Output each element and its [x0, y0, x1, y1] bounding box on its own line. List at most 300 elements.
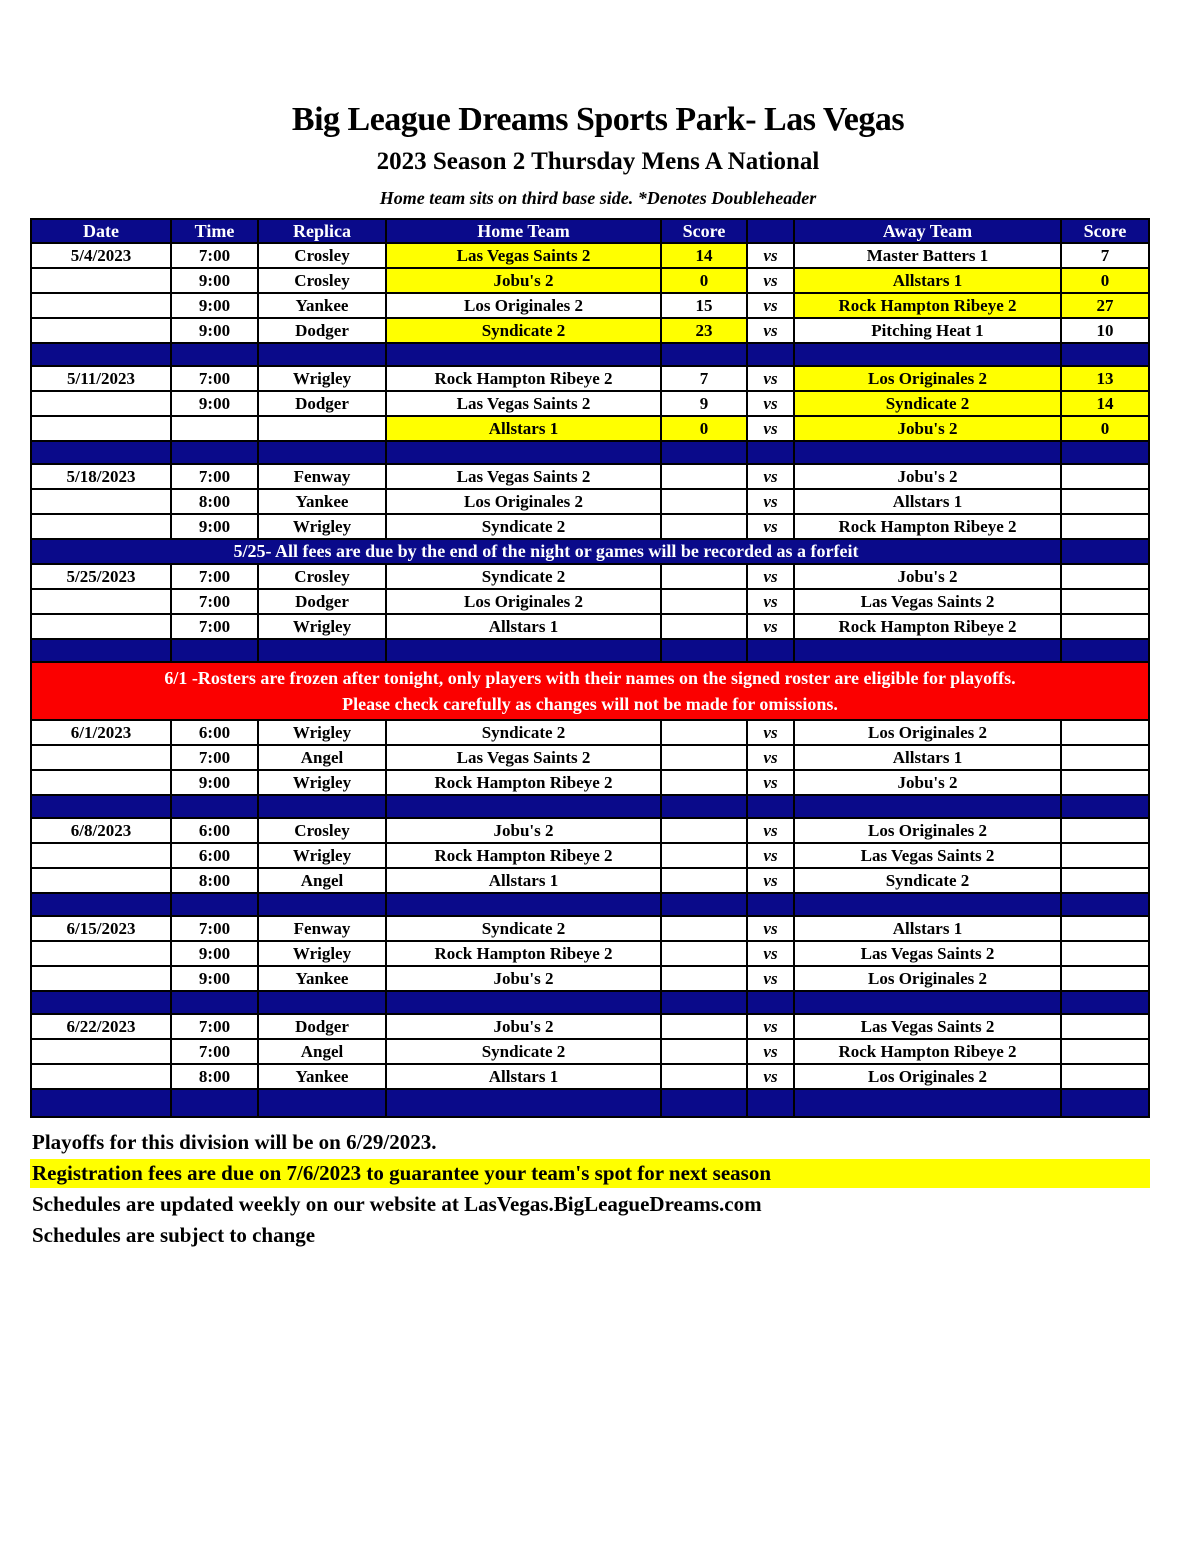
home-score-cell: [661, 1064, 747, 1089]
separator-cell: [661, 441, 747, 464]
separator-cell: [794, 639, 1061, 662]
separator-cell: [1061, 539, 1149, 564]
game-row: [31, 564, 1149, 589]
time-cell: 7:00: [171, 1014, 258, 1039]
home-team-cell: Los Originales 2: [386, 589, 661, 614]
home-team-cell: Rock Hampton Ribeye 2: [386, 843, 661, 868]
home-team-cell: Syndicate 2: [386, 514, 661, 539]
schedule-table: [30, 218, 1150, 1118]
replica-cell: Wrigley: [258, 614, 386, 639]
separator-cell: [386, 893, 661, 916]
game-row: [31, 818, 1149, 843]
vs-cell: vs: [747, 366, 794, 391]
separator-cell: [386, 639, 661, 662]
schedule-table-header: [31, 219, 1149, 243]
home-score-cell: [661, 489, 747, 514]
separator-cell: [1061, 1089, 1149, 1117]
away-score-cell: [1061, 589, 1149, 614]
date-cell: [31, 745, 171, 770]
home-score-cell: [661, 589, 747, 614]
away-score-cell: 0: [1061, 416, 1149, 441]
time-cell: 6:00: [171, 720, 258, 745]
roster-notice-line: Please check carefully as changes will not be made for omissions.: [342, 694, 838, 714]
home-score-cell: [661, 818, 747, 843]
date-cell: [31, 868, 171, 893]
vs-cell: vs: [747, 564, 794, 589]
away-team-cell: Las Vegas Saints 2: [794, 941, 1061, 966]
home-score-cell: [661, 1039, 747, 1064]
away-team-cell: Los Originales 2: [794, 1064, 1061, 1089]
roster-notice-line: 6/1 -Rosters are frozen after tonight, only players with their names on the signed roster are eligible for playoffs.: [164, 668, 1016, 688]
away-team-cell: Allstars 1: [794, 916, 1061, 941]
replica-cell: Dodger: [258, 318, 386, 343]
time-cell: 8:00: [171, 489, 258, 514]
away-score-cell: [1061, 868, 1149, 893]
page-subtitle: 2023 Season 2 Thursday Mens A National: [376, 148, 820, 175]
page-header: [0, 0, 1196, 210]
separator-cell: [661, 639, 747, 662]
column-header-home-score: Score: [661, 219, 747, 243]
replica-cell: Dodger: [258, 391, 386, 416]
replica-cell: Angel: [258, 868, 386, 893]
separator-cell: [258, 795, 386, 818]
game-row: [31, 720, 1149, 745]
home-score-cell: 23: [661, 318, 747, 343]
time-cell: 7:00: [171, 745, 258, 770]
away-score-cell: [1061, 1039, 1149, 1064]
separator-cell: [747, 1089, 794, 1117]
game-row: [31, 843, 1149, 868]
replica-cell: Wrigley: [258, 843, 386, 868]
separator-cell: [171, 343, 258, 366]
vs-cell: vs: [747, 1039, 794, 1064]
vs-cell: vs: [747, 868, 794, 893]
separator-row: [31, 795, 1149, 818]
separator-cell: [661, 1089, 747, 1117]
footer-subject-to-change-note: Schedules are subject to change: [32, 1223, 316, 1247]
date-cell: 6/1/2023: [31, 720, 171, 745]
home-score-cell: [661, 514, 747, 539]
separator-cell: [258, 1089, 386, 1117]
replica-cell: Crosley: [258, 818, 386, 843]
home-team-cell: Syndicate 2: [386, 564, 661, 589]
replica-cell: Crosley: [258, 268, 386, 293]
schedule-table-body: [31, 243, 1149, 1117]
column-header-date: Date: [31, 219, 171, 243]
replica-cell: Yankee: [258, 966, 386, 991]
away-score-cell: [1061, 489, 1149, 514]
footer-website-note: Schedules are updated weekly on our website at LasVegas.BigLeagueDreams.com: [32, 1192, 762, 1216]
vs-cell: vs: [747, 589, 794, 614]
away-team-cell: Las Vegas Saints 2: [794, 1014, 1061, 1039]
vs-cell: vs: [747, 293, 794, 318]
replica-cell: Wrigley: [258, 941, 386, 966]
home-score-cell: [661, 745, 747, 770]
time-cell: 6:00: [171, 818, 258, 843]
time-cell: 8:00: [171, 868, 258, 893]
away-team-cell: Allstars 1: [794, 268, 1061, 293]
separator-cell: [171, 991, 258, 1014]
vs-cell: vs: [747, 966, 794, 991]
home-score-cell: [661, 614, 747, 639]
away-team-cell: Los Originales 2: [794, 720, 1061, 745]
time-cell: 7:00: [171, 614, 258, 639]
vs-cell: vs: [747, 770, 794, 795]
date-cell: [31, 770, 171, 795]
date-cell: [31, 318, 171, 343]
separator-cell: [171, 1089, 258, 1117]
away-score-cell: 27: [1061, 293, 1149, 318]
separator-cell: [1061, 795, 1149, 818]
home-score-cell: [661, 464, 747, 489]
home-team-cell: Syndicate 2: [386, 1039, 661, 1064]
separator-cell: [31, 1089, 171, 1117]
vs-cell: vs: [747, 1064, 794, 1089]
away-score-cell: 13: [1061, 366, 1149, 391]
away-team-cell: Jobu's 2: [794, 464, 1061, 489]
replica-cell: Dodger: [258, 589, 386, 614]
away-score-cell: [1061, 916, 1149, 941]
home-team-cell: Las Vegas Saints 2: [386, 391, 661, 416]
separator-cell: [747, 343, 794, 366]
column-header-replica: Replica: [258, 219, 386, 243]
separator-cell: [747, 639, 794, 662]
home-score-cell: [661, 941, 747, 966]
home-score-cell: [661, 564, 747, 589]
column-header-home-team: Home Team: [386, 219, 661, 243]
home-score-cell: [661, 966, 747, 991]
away-team-cell: Jobu's 2: [794, 416, 1061, 441]
column-header-vs-spacer: [747, 219, 794, 243]
home-score-cell: [661, 720, 747, 745]
game-row: [31, 268, 1149, 293]
date-cell: 5/11/2023: [31, 366, 171, 391]
separator-cell: [794, 991, 1061, 1014]
date-cell: [31, 843, 171, 868]
separator-cell: [661, 343, 747, 366]
column-header-time: Time: [171, 219, 258, 243]
game-row: [31, 416, 1149, 441]
home-score-cell: 0: [661, 268, 747, 293]
game-row: [31, 589, 1149, 614]
separator-cell: [386, 991, 661, 1014]
vs-cell: vs: [747, 391, 794, 416]
away-team-cell: Allstars 1: [794, 745, 1061, 770]
separator-cell: [747, 441, 794, 464]
date-cell: 6/8/2023: [31, 818, 171, 843]
replica-cell: Yankee: [258, 489, 386, 514]
separator-cell: [258, 639, 386, 662]
away-score-cell: [1061, 818, 1149, 843]
home-team-cell: Allstars 1: [386, 416, 661, 441]
away-team-cell: Los Originales 2: [794, 966, 1061, 991]
home-score-cell: [661, 1014, 747, 1039]
vs-cell: vs: [747, 489, 794, 514]
away-team-cell: Los Originales 2: [794, 818, 1061, 843]
home-score-cell: [661, 770, 747, 795]
date-cell: [31, 1064, 171, 1089]
vs-cell: vs: [747, 268, 794, 293]
separator-cell: [386, 795, 661, 818]
game-row: [31, 514, 1149, 539]
separator-cell: [171, 795, 258, 818]
roster-notice-text: [31, 662, 1149, 720]
away-score-cell: 14: [1061, 391, 1149, 416]
time-cell: 9:00: [171, 770, 258, 795]
game-row: [31, 489, 1149, 514]
separator-cell: [386, 1089, 661, 1117]
separator-cell: [794, 1089, 1061, 1117]
away-team-cell: Syndicate 2: [794, 391, 1061, 416]
separator-cell: [258, 991, 386, 1014]
game-row: [31, 318, 1149, 343]
separator-row: [31, 343, 1149, 366]
home-team-cell: Rock Hampton Ribeye 2: [386, 366, 661, 391]
vs-cell: vs: [747, 514, 794, 539]
home-team-cell: Los Originales 2: [386, 293, 661, 318]
separator-cell: [31, 343, 171, 366]
game-row: [31, 1064, 1149, 1089]
home-score-cell: 7: [661, 366, 747, 391]
vs-cell: vs: [747, 916, 794, 941]
time-cell: 7:00: [171, 464, 258, 489]
replica-cell: Wrigley: [258, 366, 386, 391]
time-cell: 9:00: [171, 391, 258, 416]
separator-row: [31, 893, 1149, 916]
away-score-cell: [1061, 720, 1149, 745]
game-row: [31, 916, 1149, 941]
home-team-cell: Syndicate 2: [386, 720, 661, 745]
away-team-cell: Rock Hampton Ribeye 2: [794, 514, 1061, 539]
away-team-cell: Rock Hampton Ribeye 2: [794, 293, 1061, 318]
date-cell: [31, 416, 171, 441]
away-score-cell: [1061, 843, 1149, 868]
home-team-cell: Jobu's 2: [386, 966, 661, 991]
away-team-cell: Rock Hampton Ribeye 2: [794, 614, 1061, 639]
time-cell: 9:00: [171, 941, 258, 966]
separator-cell: [794, 441, 1061, 464]
away-score-cell: [1061, 464, 1149, 489]
time-cell: 6:00: [171, 843, 258, 868]
separator-cell: [1061, 441, 1149, 464]
separator-cell: [1061, 343, 1149, 366]
game-row: [31, 464, 1149, 489]
separator-cell: [258, 343, 386, 366]
home-team-cell: Jobu's 2: [386, 818, 661, 843]
header-row: [31, 219, 1149, 243]
replica-cell: Angel: [258, 745, 386, 770]
vs-cell: vs: [747, 1014, 794, 1039]
replica-cell: Crosley: [258, 564, 386, 589]
column-header-away-score: Score: [1061, 219, 1149, 243]
replica-cell: Angel: [258, 1039, 386, 1064]
separator-cell: [31, 639, 171, 662]
replica-cell: Fenway: [258, 916, 386, 941]
game-row: [31, 614, 1149, 639]
time-cell: 7:00: [171, 589, 258, 614]
separator-cell: [171, 893, 258, 916]
game-row: [31, 966, 1149, 991]
away-team-cell: Allstars 1: [794, 489, 1061, 514]
game-row: [31, 745, 1149, 770]
vs-cell: vs: [747, 614, 794, 639]
time-cell: 9:00: [171, 318, 258, 343]
home-team-cell: Syndicate 2: [386, 916, 661, 941]
replica-cell: [258, 416, 386, 441]
date-cell: 5/4/2023: [31, 243, 171, 268]
home-score-cell: 9: [661, 391, 747, 416]
date-cell: 6/22/2023: [31, 1014, 171, 1039]
vs-cell: vs: [747, 745, 794, 770]
time-cell: [171, 416, 258, 441]
away-score-cell: [1061, 1014, 1149, 1039]
vs-cell: vs: [747, 843, 794, 868]
date-cell: 6/15/2023: [31, 916, 171, 941]
separator-cell: [661, 991, 747, 1014]
roster-notice-row: [31, 662, 1149, 720]
home-team-cell: Allstars 1: [386, 614, 661, 639]
separator-cell: [661, 795, 747, 818]
vs-cell: vs: [747, 941, 794, 966]
home-score-cell: [661, 916, 747, 941]
away-score-cell: [1061, 614, 1149, 639]
footer-playoffs-note: Playoffs for this division will be on 6/29/2023.: [32, 1130, 437, 1154]
separator-cell: [31, 441, 171, 464]
replica-cell: Wrigley: [258, 514, 386, 539]
date-cell: [31, 268, 171, 293]
vs-cell: vs: [747, 416, 794, 441]
separator-cell: [258, 441, 386, 464]
time-cell: 9:00: [171, 514, 258, 539]
game-row: [31, 770, 1149, 795]
page-tagline: Home team sits on third base side. *Denotes Doubleheader: [379, 188, 817, 208]
separator-cell: [1061, 893, 1149, 916]
time-cell: 7:00: [171, 1039, 258, 1064]
away-team-cell: Las Vegas Saints 2: [794, 843, 1061, 868]
replica-cell: Fenway: [258, 464, 386, 489]
replica-cell: Crosley: [258, 243, 386, 268]
separator-cell: [794, 893, 1061, 916]
fees-notice-text: 5/25- All fees are due by the end of the night or games will be recorded as a forfeit: [31, 539, 1061, 564]
home-team-cell: Allstars 1: [386, 1064, 661, 1089]
separator-cell: [747, 795, 794, 818]
home-score-cell: 14: [661, 243, 747, 268]
date-cell: [31, 293, 171, 318]
away-team-cell: Jobu's 2: [794, 770, 1061, 795]
footer-registration-note: Registration fees are due on 7/6/2023 to guarantee your team's spot for next season: [30, 1159, 1150, 1188]
replica-cell: Wrigley: [258, 770, 386, 795]
away-team-cell: Master Batters 1: [794, 243, 1061, 268]
separator-cell: [31, 893, 171, 916]
game-row: [31, 1039, 1149, 1064]
game-row: [31, 243, 1149, 268]
home-score-cell: [661, 868, 747, 893]
time-cell: 9:00: [171, 293, 258, 318]
page-title: Big League Dreams Sports Park- Las Vegas: [291, 101, 905, 138]
away-score-cell: [1061, 514, 1149, 539]
date-cell: [31, 391, 171, 416]
separator-cell: [171, 441, 258, 464]
game-row: [31, 1014, 1149, 1039]
home-team-cell: Jobu's 2: [386, 268, 661, 293]
separator-cell: [31, 795, 171, 818]
away-team-cell: Jobu's 2: [794, 564, 1061, 589]
replica-cell: Dodger: [258, 1014, 386, 1039]
separator-cell: [747, 893, 794, 916]
away-score-cell: 7: [1061, 243, 1149, 268]
time-cell: 7:00: [171, 564, 258, 589]
away-score-cell: [1061, 745, 1149, 770]
home-team-cell: Rock Hampton Ribeye 2: [386, 770, 661, 795]
date-cell: [31, 966, 171, 991]
away-score-cell: 0: [1061, 268, 1149, 293]
separator-cell: [794, 795, 1061, 818]
separator-row: [31, 1089, 1149, 1117]
home-team-cell: Los Originales 2: [386, 489, 661, 514]
away-team-cell: Las Vegas Saints 2: [794, 589, 1061, 614]
away-score-cell: [1061, 966, 1149, 991]
home-team-cell: Las Vegas Saints 2: [386, 243, 661, 268]
separator-cell: [661, 893, 747, 916]
replica-cell: Wrigley: [258, 720, 386, 745]
date-cell: 5/25/2023: [31, 564, 171, 589]
date-cell: [31, 614, 171, 639]
away-team-cell: Los Originales 2: [794, 366, 1061, 391]
column-header-away-team: Away Team: [794, 219, 1061, 243]
date-cell: [31, 589, 171, 614]
away-score-cell: 10: [1061, 318, 1149, 343]
vs-cell: vs: [747, 818, 794, 843]
time-cell: 7:00: [171, 366, 258, 391]
away-score-cell: [1061, 1064, 1149, 1089]
home-team-cell: Syndicate 2: [386, 318, 661, 343]
game-row: [31, 868, 1149, 893]
separator-cell: [1061, 991, 1149, 1014]
home-score-cell: 15: [661, 293, 747, 318]
home-team-cell: Las Vegas Saints 2: [386, 745, 661, 770]
time-cell: 7:00: [171, 243, 258, 268]
away-team-cell: Rock Hampton Ribeye 2: [794, 1039, 1061, 1064]
away-team-cell: Pitching Heat 1: [794, 318, 1061, 343]
time-cell: 9:00: [171, 268, 258, 293]
vs-cell: vs: [747, 318, 794, 343]
separator-cell: [386, 441, 661, 464]
fees-notice-row: [31, 539, 1149, 564]
date-cell: [31, 514, 171, 539]
date-cell: [31, 941, 171, 966]
page-footer: [30, 1128, 1196, 1250]
time-cell: 9:00: [171, 966, 258, 991]
replica-cell: Yankee: [258, 293, 386, 318]
away-score-cell: [1061, 941, 1149, 966]
away-score-cell: [1061, 770, 1149, 795]
game-row: [31, 391, 1149, 416]
vs-cell: vs: [747, 464, 794, 489]
game-row: [31, 293, 1149, 318]
replica-cell: Yankee: [258, 1064, 386, 1089]
time-cell: 7:00: [171, 916, 258, 941]
home-team-cell: Jobu's 2: [386, 1014, 661, 1039]
home-team-cell: Las Vegas Saints 2: [386, 464, 661, 489]
separator-cell: [1061, 639, 1149, 662]
separator-cell: [258, 893, 386, 916]
date-cell: [31, 1039, 171, 1064]
home-team-cell: Rock Hampton Ribeye 2: [386, 941, 661, 966]
game-row: [31, 941, 1149, 966]
separator-row: [31, 441, 1149, 464]
date-cell: 5/18/2023: [31, 464, 171, 489]
home-score-cell: 0: [661, 416, 747, 441]
